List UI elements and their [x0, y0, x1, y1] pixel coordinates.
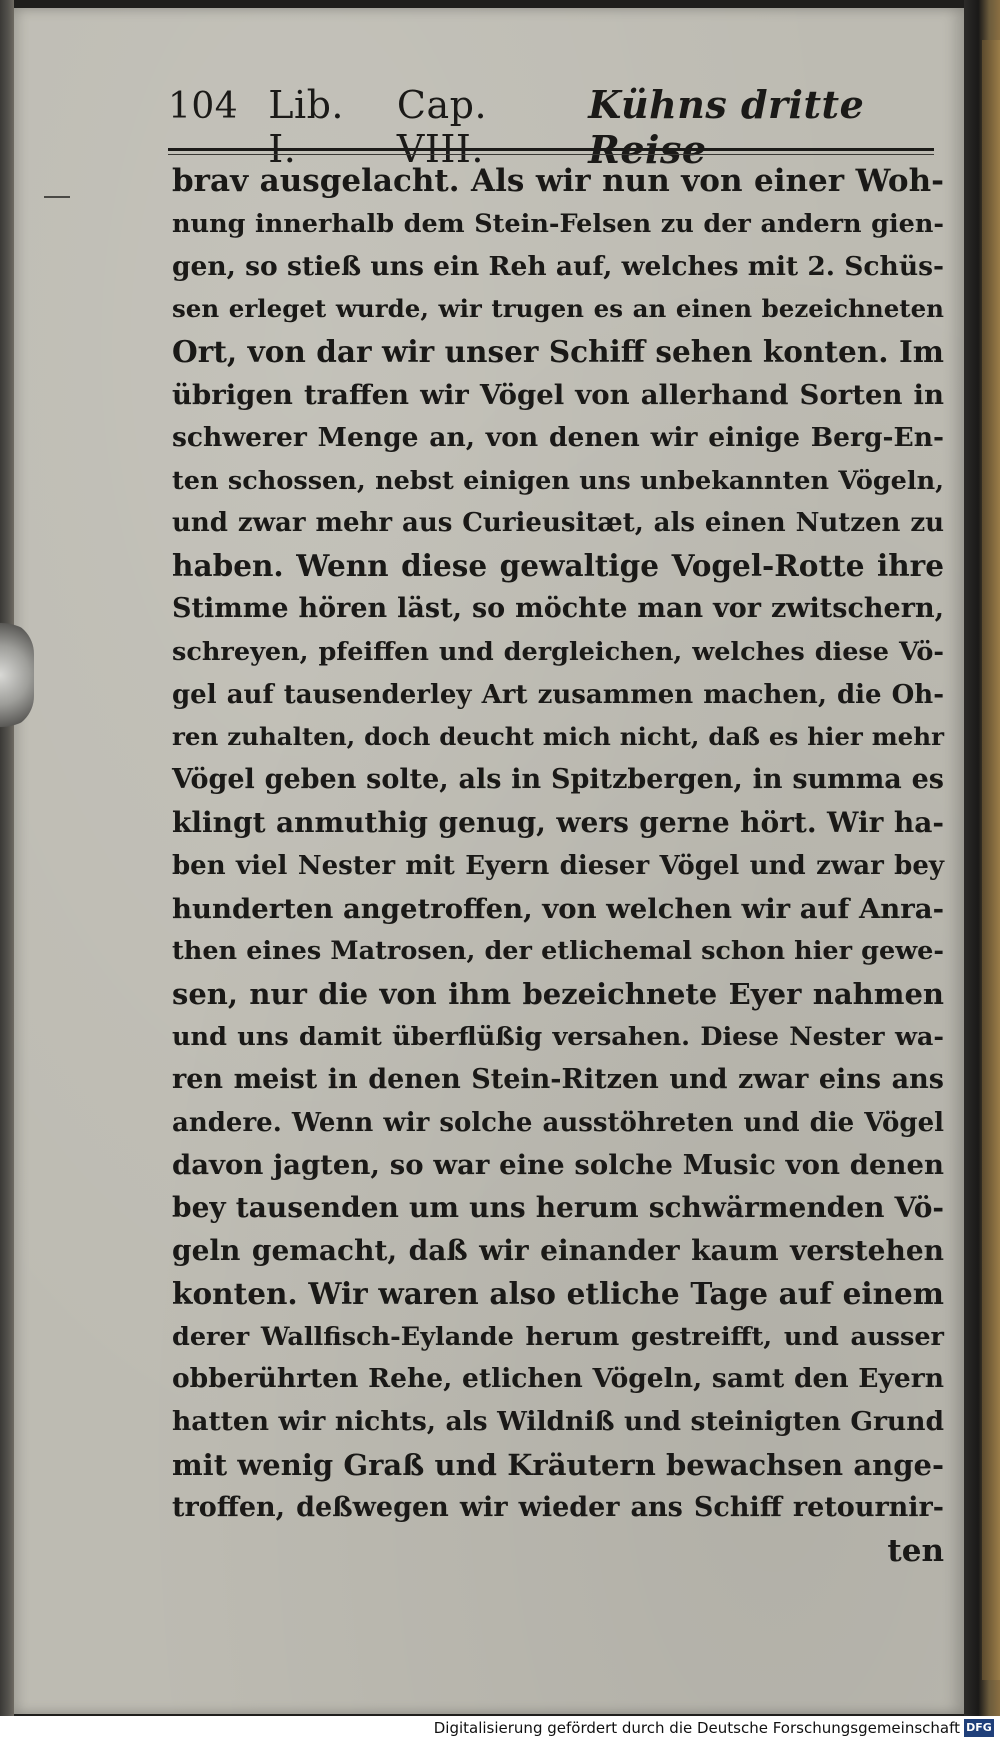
text-line: schreyen, pfeiffen und dergleichen, welches diese Vö- — [172, 636, 944, 667]
dfg-logo: DFG — [964, 1719, 994, 1737]
text-line: mit wenig Graß und Kräutern bewachsen ange- — [172, 1447, 944, 1482]
book-label: Lib. I. — [268, 83, 345, 171]
text-line: andere. Wenn wir solche ausstöhreten und die Vögel — [172, 1107, 944, 1138]
text-line: und zwar mehr aus Curieusitæt, als einen Nutzen zu — [172, 508, 944, 539]
text-line: brav ausgelacht. Als wir nun von einer Woh- — [172, 163, 944, 199]
text-line: Ort, von dar wir unser Schiff sehen konten. Im — [172, 334, 944, 370]
text-line: derer Wallfisch-Eylande herum gestreifft, und ausser — [172, 1321, 944, 1352]
text-line: hatten wir nichts, als Wildniß und steinigten Grund — [172, 1406, 944, 1438]
text-line: davon jagten, so war eine solche Music von denen — [172, 1149, 944, 1182]
page-number: 104 — [168, 86, 239, 127]
binding-edge — [982, 40, 1000, 1680]
text-line: schwerer Menge an, von denen wir einige Berg-En- — [172, 421, 944, 453]
text-line: übrigen traffen wir Vögel von allerhand Sorten in — [172, 378, 944, 411]
text-line: then eines Matrosen, der etlichemal schon hier gewe- — [172, 936, 944, 967]
text-line: gen, so stieß uns ein Reh auf, welches mit 2. Schüs- — [172, 250, 944, 282]
text-line: nung innerhalb dem Stein-Felsen zu der andern gien- — [172, 208, 944, 239]
text-line: und uns damit überflüßig versahen. Diese Nester wa- — [172, 1021, 944, 1052]
body-text — [172, 160, 944, 1572]
text-line: ren zuhalten, doch deucht mich nicht, daß es hier mehr — [172, 722, 944, 752]
running-title: Kühns dritte Reise — [588, 82, 865, 172]
chapter-label: Cap. VIII. — [396, 83, 488, 171]
text-line: bey tausenden um uns herum schwärmenden Vö- — [172, 1191, 944, 1225]
text-line: geln gemacht, daß wir einander kaum verstehen — [172, 1233, 944, 1267]
text-line: konten. Wir waren also etliche Tage auf einem — [172, 1275, 944, 1311]
header-rule — [168, 148, 934, 151]
page-left-edge — [0, 0, 14, 1742]
text-line: troffen, deßwegen wir wieder ans Schiff retournir- — [172, 1491, 944, 1523]
header-rule-thin — [168, 154, 934, 155]
text-line: sen, nur die von ihm bezeichnete Eyer nahmen — [172, 977, 944, 1012]
footer-credit: Digitalisierung gefördert durch die Deutsche Forschungsgemeinschaft — [433, 1719, 960, 1737]
catchword: ten — [887, 1532, 944, 1569]
text-line: klingt anmuthig genug, wers gerne hört. Wir ha- — [172, 805, 944, 839]
text-line: gel auf tausenderley Art zusammen machen, die Oh- — [172, 679, 944, 710]
text-line: haben. Wenn diese gewaltige Vogel-Rotte ihre — [172, 548, 944, 584]
text-line: hunderten angetroffen, von welchen wir auf Anra- — [172, 892, 945, 925]
running-head — [168, 82, 948, 172]
page-clip — [0, 620, 34, 730]
text-line: ben viel Nester mit Eyern dieser Vögel und zwar bey — [172, 850, 944, 881]
text-line: ten schossen, nebst einigen uns unbekannten Vögeln, — [172, 465, 944, 496]
text-line: sen erleget wurde, wir trugen es an einen bezeichneten — [172, 294, 944, 324]
text-line: Vögel geben solte, als in Spitzbergen, in summa es — [172, 764, 944, 796]
text-line: ren meist in denen Stein-Ritzen und zwar eins ans — [172, 1063, 944, 1095]
margin-mark — [44, 196, 70, 198]
text-line: obberührten Rehe, etlichen Vögeln, samt den Eyern — [172, 1363, 944, 1395]
digitization-footer — [0, 1716, 1000, 1742]
text-line: Stimme hören läst, so möchte man vor zwitschern, — [172, 592, 944, 624]
